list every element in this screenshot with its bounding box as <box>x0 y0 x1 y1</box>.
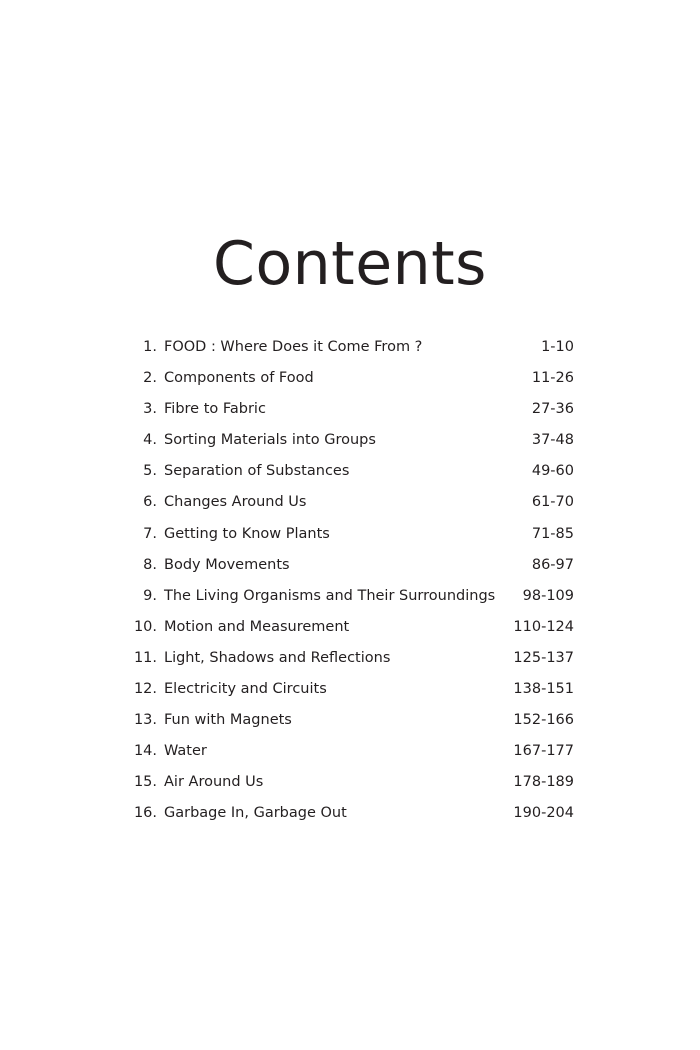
toc-entry-title: Fun with Magnets <box>164 712 292 729</box>
toc-entry-number: 4. <box>143 432 157 449</box>
toc-entry-number: 7. <box>143 525 157 542</box>
toc-entry-pages: 98-109 <box>522 587 574 604</box>
toc-entry-number: 3. <box>143 401 157 418</box>
toc-entry <box>130 613 574 644</box>
toc-entry <box>130 395 574 426</box>
toc-entry-title: Changes Around Us <box>164 494 307 511</box>
toc-entry-pages: 11-26 <box>531 370 574 387</box>
toc-entry-pages: 125-137 <box>513 649 574 666</box>
toc-entry-pages: 27-36 <box>531 401 574 418</box>
table-of-contents <box>130 333 574 831</box>
toc-entry-title: Air Around Us <box>164 774 264 791</box>
toc-entry <box>130 520 574 551</box>
toc-entry-title: Getting to Know Plants <box>164 525 330 542</box>
toc-entry <box>130 364 574 395</box>
toc-entry-title: The Living Organisms and Their Surroundings <box>164 587 496 604</box>
toc-entry-number: 11. <box>133 649 157 666</box>
toc-entry-number: 14. <box>133 743 157 760</box>
toc-entry-number: 15. <box>133 774 157 791</box>
toc-entry-pages: 61-70 <box>531 494 574 511</box>
toc-entry-pages: 138-151 <box>513 681 574 698</box>
toc-entry-title: Electricity and Circuits <box>164 681 327 698</box>
toc-entry-number: 5. <box>143 463 157 480</box>
toc-entry <box>130 333 574 364</box>
toc-entry-number: 1. <box>143 339 157 355</box>
toc-entry-title: Body Movements <box>164 556 290 573</box>
toc-entry-title: Garbage In, Garbage Out <box>164 805 347 822</box>
toc-entry-number: 2. <box>143 370 157 387</box>
page-title: Contents <box>213 229 487 299</box>
toc-entry-number: 9. <box>143 587 157 604</box>
toc-entry-pages: 152-166 <box>513 712 574 729</box>
toc-entry-pages: 37-48 <box>531 432 574 449</box>
toc-entry-number: 12. <box>133 681 157 698</box>
toc-entry <box>130 675 574 706</box>
toc-entry <box>130 551 574 582</box>
toc-entry-title: FOOD : Where Does it Come From ? <box>164 339 423 355</box>
toc-entry-title: Light, Shadows and Reflections <box>164 649 391 666</box>
toc-entry-number: 16. <box>133 805 157 822</box>
toc-entry-number: 6. <box>143 494 157 511</box>
toc-entry-pages: 86-97 <box>531 556 574 573</box>
toc-entry <box>130 768 574 799</box>
toc-entry <box>130 457 574 488</box>
toc-entry-pages: 71-85 <box>531 525 574 542</box>
toc-entry-number: 8. <box>143 556 157 573</box>
toc-entry-title: Water <box>164 743 207 760</box>
toc-entry-pages: 110-124 <box>513 618 574 635</box>
toc-entry-title: Fibre to Fabric <box>164 401 266 418</box>
toc-entry-title: Sorting Materials into Groups <box>164 432 376 449</box>
toc-entry-number: 13. <box>133 712 157 729</box>
toc-entry-pages: 167-177 <box>513 743 574 760</box>
toc-entry-pages: 1-10 <box>541 339 574 355</box>
toc-entry <box>130 644 574 675</box>
toc-entry-pages: 49-60 <box>531 463 574 480</box>
toc-entry <box>130 737 574 768</box>
toc-entry-pages: 178-189 <box>513 774 574 791</box>
toc-entry <box>130 582 574 613</box>
toc-entry <box>130 706 574 737</box>
toc-entry <box>130 426 574 457</box>
toc-entry-title: Separation of Substances <box>164 463 350 480</box>
toc-entry <box>130 488 574 519</box>
toc-entry-pages: 190-204 <box>513 805 574 822</box>
toc-entry <box>130 799 574 830</box>
toc-entry-number: 10. <box>133 618 157 635</box>
toc-entry-title: Motion and Measurement <box>164 618 350 635</box>
toc-entry-title: Components of Food <box>164 370 314 387</box>
